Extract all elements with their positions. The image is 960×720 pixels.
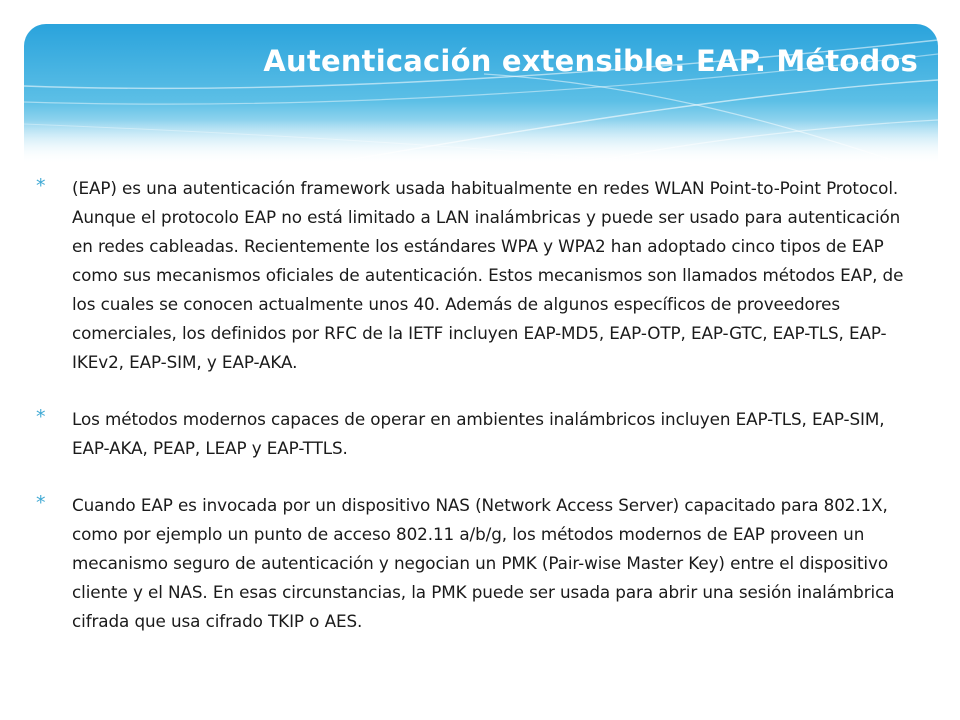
asterisk-icon: * bbox=[36, 175, 46, 197]
asterisk-icon: * bbox=[36, 492, 46, 514]
bullet-item bbox=[36, 174, 904, 377]
bullet-text: (EAP) es una autenticación framework usada habitualmente en redes WLAN Point-to-Point Protocol. Aunque el protocolo EAP no está limitado a LAN inalámbricas y puede ser usado para autenticación en redes cableadas. Recientemente los estándares WPA y WPA2 han adoptado cinco tipos de EAP como sus mecanismos oficiales de autenticación. Estos mecanismos son llamados métodos EAP, de los cuales se conocen actualmente unos 40. Además de algunos específicos de proveedores comerciales, los definidos por RFC de la IETF incluyen EAP-MD5, EAP-OTP, EAP-GTC, EAP-TLS, EAP-IKEv2, EAP-SIM, y EAP-AKA. bbox=[72, 178, 904, 372]
bullet-item bbox=[36, 405, 904, 463]
bullet-item bbox=[36, 491, 904, 636]
asterisk-icon: * bbox=[36, 406, 46, 428]
slide-title: Autenticación extensible: EAP. Métodos bbox=[263, 44, 918, 78]
title-banner bbox=[24, 24, 938, 164]
bullet-text: Los métodos modernos capaces de operar en ambientes inalámbricos incluyen EAP-TLS, EAP-SIM, EAP-AKA, PEAP, LEAP y EAP-TTLS. bbox=[72, 409, 885, 458]
bullet-list bbox=[36, 174, 904, 664]
bullet-text: Cuando EAP es invocada por un dispositivo NAS (Network Access Server) capacitado para 802.1X, como por ejemplo un punto de acceso 802.11 a/b/g, los métodos modernos de EAP proveen un mecanismo seguro de autenticación y negocian un PMK (Pair-wise Master Key) entre el dispositivo cliente y el NAS. En esas circunstancias, la PMK puede ser usada para abrir una sesión inalámbrica cifrada que usa cifrado TKIP o AES. bbox=[72, 495, 895, 631]
